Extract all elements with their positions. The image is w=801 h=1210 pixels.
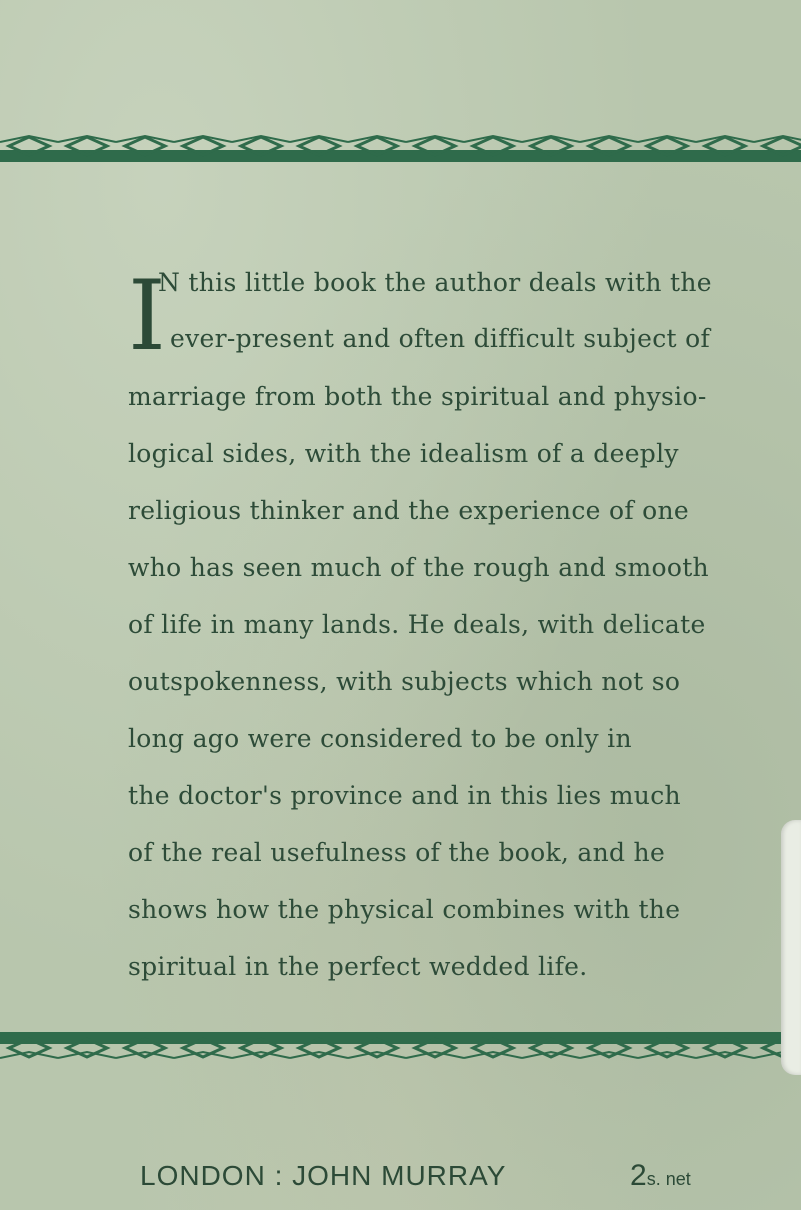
band-zigzag (290, 136, 348, 142)
blurb-line-4: logical sides, with the idealism of a deeply (128, 439, 679, 468)
blurb-line-5: religious thinker and the experience of one (128, 496, 689, 525)
band-base (0, 150, 801, 162)
price-number: 2 (630, 1159, 647, 1192)
blurb-line-12: shows how the physical combines with the (128, 895, 681, 924)
publisher-imprint: LONDON : JOHN MURRAY (140, 1160, 507, 1191)
blurb-line-11: of the real usefulness of the book, and he (128, 838, 666, 867)
band-zigzag (580, 136, 638, 142)
price-suffix: s. net (646, 1169, 691, 1189)
band-zigzag (464, 136, 522, 142)
page-tab-edge (781, 820, 801, 1075)
band-zigzag (0, 136, 58, 142)
blurb-line-2: ever-present and often difficult subject of (170, 324, 710, 353)
blurb-line-1: N this little book the author deals with the (158, 268, 712, 297)
band-zigzag (174, 136, 232, 142)
bottom-ornamental-border (0, 1028, 801, 1062)
band-zigzag (58, 136, 116, 142)
blurb-line-6: who has seen much of the rough and smooth (128, 553, 709, 582)
blurb-line-13: spiritual in the perfect wedded life. (128, 952, 588, 981)
blurb-line-9: long ago were considered to be only in (128, 724, 632, 753)
band-zigzag (348, 136, 406, 142)
blurb-line-10: the doctor's province and in this lies much (128, 781, 681, 810)
band-base (0, 1032, 801, 1044)
band-zigzag (406, 136, 464, 142)
price (630, 1160, 691, 1195)
blurb-line-3: marriage from both the spiritual and physio- (128, 382, 707, 411)
band-zigzag (638, 136, 696, 142)
band-zigzag (696, 136, 754, 142)
top-ornamental-border (0, 132, 801, 166)
band-zigzag (232, 136, 290, 142)
drop-cap: I (128, 260, 166, 372)
band-zigzag (522, 136, 580, 142)
band-zigzag (116, 136, 174, 142)
blurb-line-8: outspokenness, with subjects which not so (128, 667, 681, 696)
blurb-line-7: of life in many lands. He deals, with delicate (128, 610, 706, 639)
